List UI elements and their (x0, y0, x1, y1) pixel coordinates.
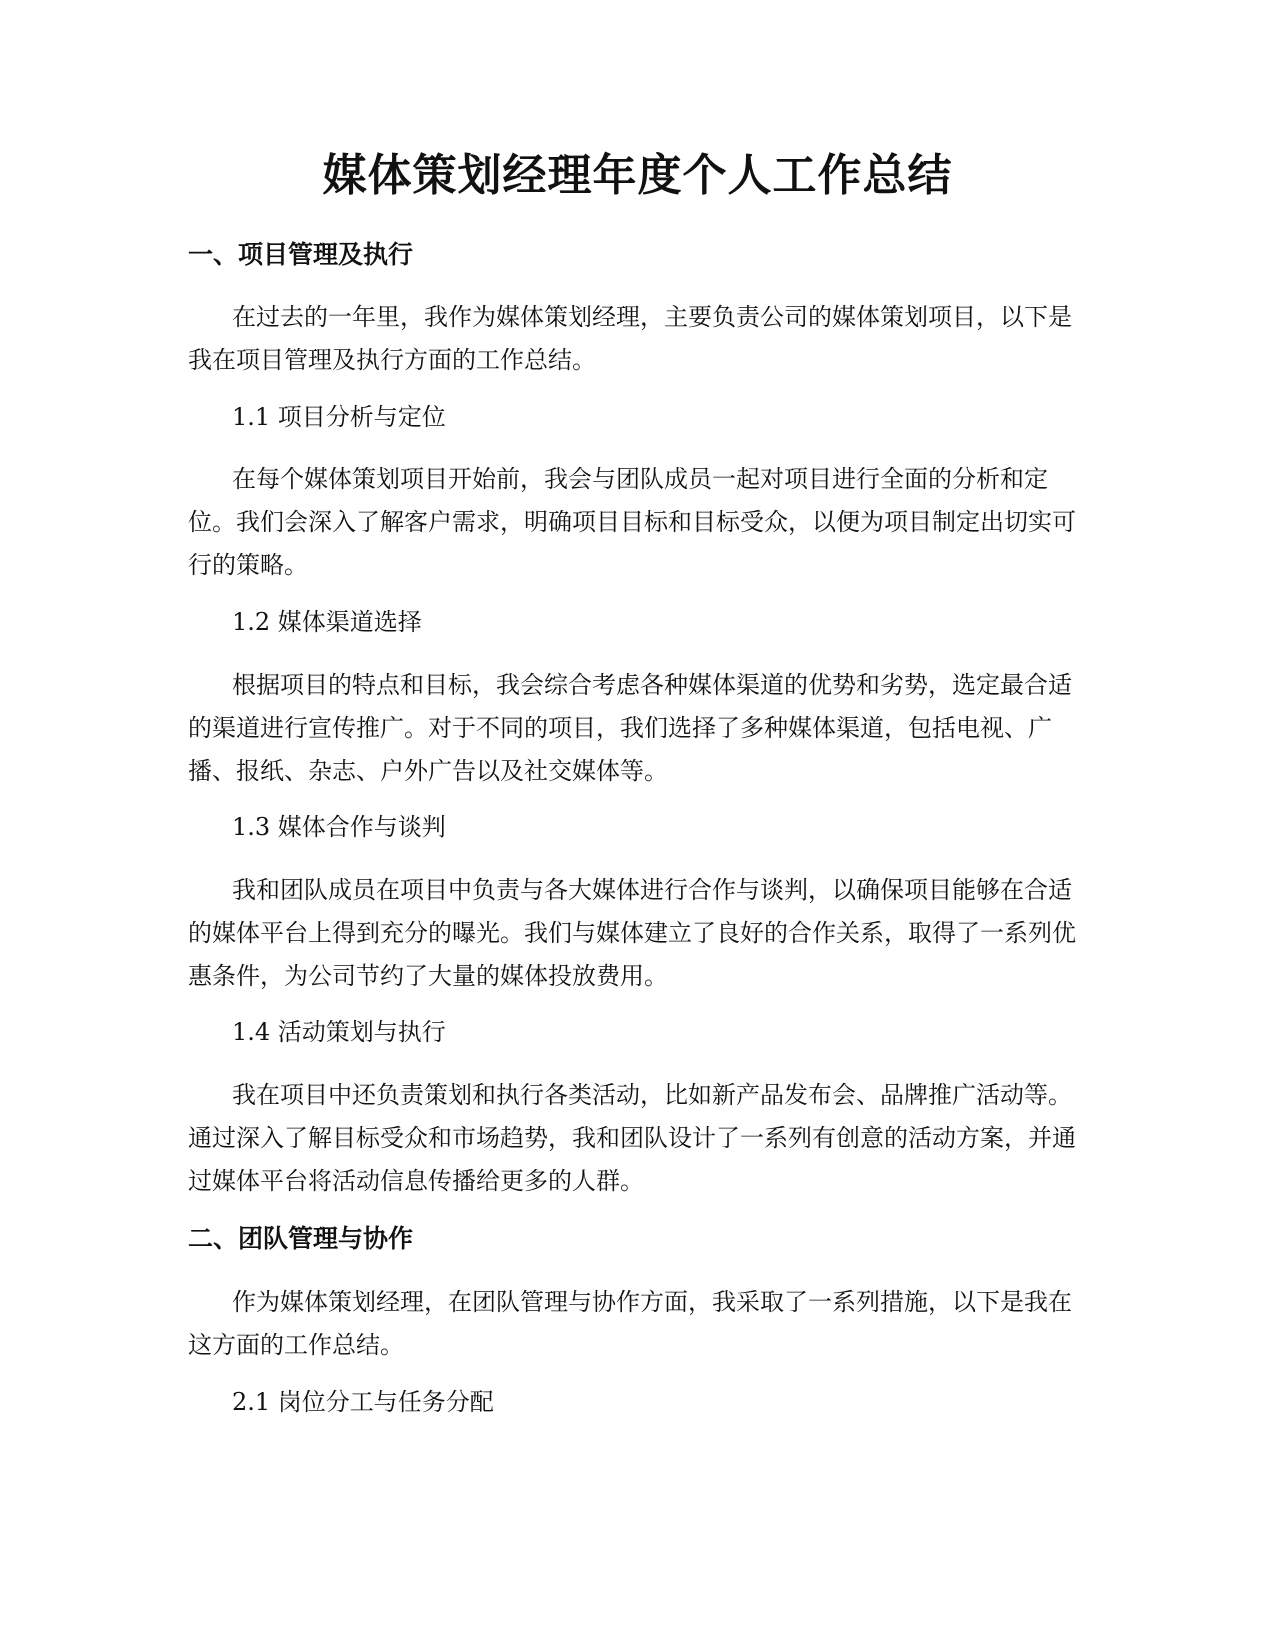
subsection-1-2-body: 根据项目的特点和目标，我会综合考虑各种媒体渠道的优势和劣势，选定最合适的渠道进行宣传推广。对于不同的项目，我们选择了多种媒体渠道，包括电视、广播、报纸、杂志、户外广告以及社交媒体等。 (188, 671, 1072, 785)
section-1-heading: 一、项目管理及执行 (188, 240, 414, 269)
subsection-1-4-body: 我在项目中还负责策划和执行各类活动，比如新产品发布会、品牌推广活动等。通过深入了解目标受众和市场趋势，我和团队设计了一系列有创意的活动方案，并通过媒体平台将活动信息传播给更多的人群。 (188, 1081, 1076, 1195)
subsection-1-3-heading: 1.3 媒体合作与谈判 (232, 813, 446, 841)
subsection-1-2-heading: 1.2 媒体渠道选择 (232, 608, 422, 636)
subsection-1-4-heading: 1.4 活动策划与执行 (232, 1018, 446, 1046)
subsection-1-1-heading: 1.1 项目分析与定位 (232, 403, 446, 431)
subsection-1-3-body: 我和团队成员在项目中负责与各大媒体进行合作与谈判，以确保项目能够在合适的媒体平台上得到充分的曝光。我们与媒体建立了良好的合作关系，取得了一系列优惠条件，为公司节约了大量的媒体投放费用。 (188, 876, 1076, 990)
section-2-intro: 作为媒体策划经理，在团队管理与协作方面，我采取了一系列措施，以下是我在这方面的工作总结。 (188, 1288, 1072, 1359)
subsection-1-1-body: 在每个媒体策划项目开始前，我会与团队成员一起对项目进行全面的分析和定位。我们会深入了解客户需求，明确项目目标和目标受众，以便为项目制定出切实可行的策略。 (188, 465, 1076, 579)
section-2-heading: 二、团队管理与协作 (188, 1224, 414, 1253)
subsection-2-1-heading: 2.1 岗位分工与任务分配 (232, 1388, 494, 1416)
section-1-intro: 在过去的一年里，我作为媒体策划经理，主要负责公司的媒体策划项目，以下是我在项目管理及执行方面的工作总结。 (188, 303, 1072, 374)
document-title: 媒体策划经理年度个人工作总结 (322, 150, 953, 201)
